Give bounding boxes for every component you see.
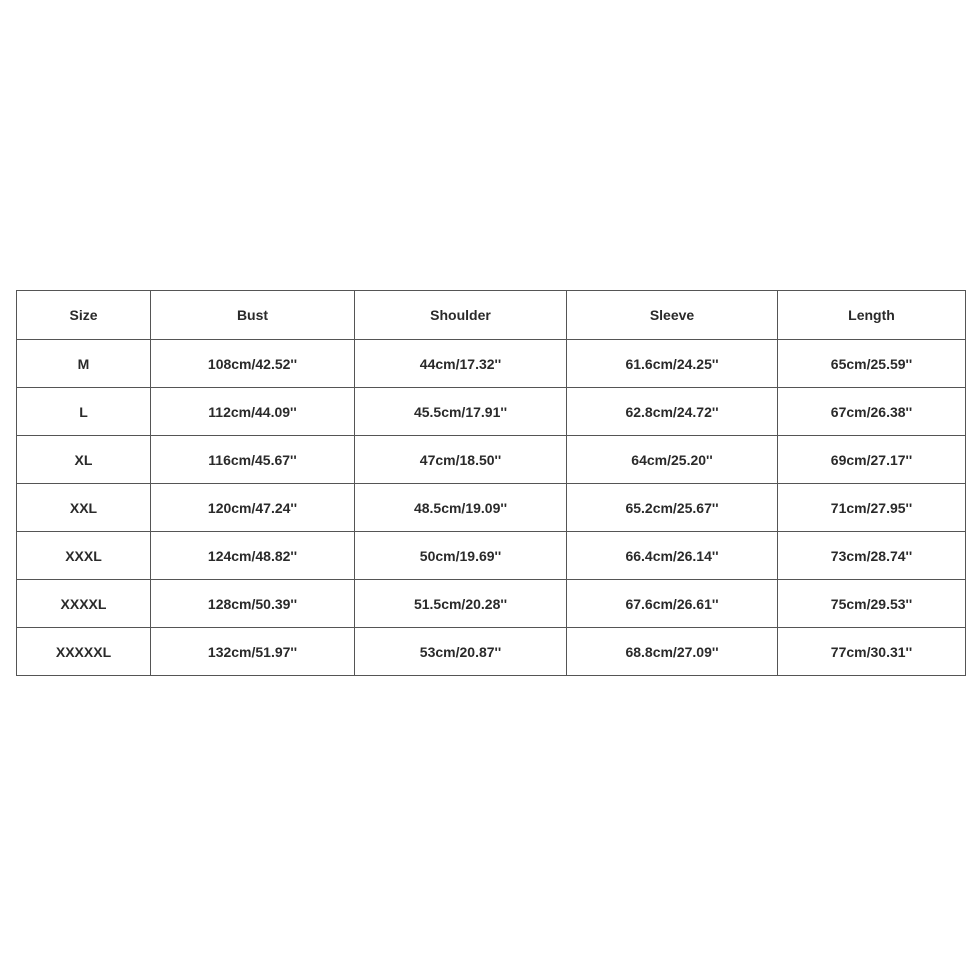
- cell-bust: 108cm/42.52'': [151, 340, 355, 388]
- cell-length: 73cm/28.74'': [778, 532, 966, 580]
- table-row: [17, 388, 966, 436]
- cell-length: 65cm/25.59'': [778, 340, 966, 388]
- cell-shoulder: 45.5cm/17.91'': [355, 388, 567, 436]
- cell-size: M: [17, 340, 151, 388]
- header-sleeve: Sleeve: [567, 291, 778, 340]
- cell-size: XXXXXL: [17, 628, 151, 676]
- cell-shoulder: 48.5cm/19.09'': [355, 484, 567, 532]
- header-bust: Bust: [151, 291, 355, 340]
- cell-size: L: [17, 388, 151, 436]
- table-header-row: [17, 291, 966, 340]
- cell-bust: 120cm/47.24'': [151, 484, 355, 532]
- cell-bust: 116cm/45.67'': [151, 436, 355, 484]
- table-row: [17, 580, 966, 628]
- cell-bust: 128cm/50.39'': [151, 580, 355, 628]
- cell-bust: 112cm/44.09'': [151, 388, 355, 436]
- cell-length: 67cm/26.38'': [778, 388, 966, 436]
- table-row: [17, 340, 966, 388]
- cell-sleeve: 66.4cm/26.14'': [567, 532, 778, 580]
- cell-sleeve: 62.8cm/24.72'': [567, 388, 778, 436]
- cell-shoulder: 53cm/20.87'': [355, 628, 567, 676]
- cell-sleeve: 64cm/25.20'': [567, 436, 778, 484]
- cell-shoulder: 44cm/17.32'': [355, 340, 567, 388]
- cell-bust: 132cm/51.97'': [151, 628, 355, 676]
- cell-size: XXXXL: [17, 580, 151, 628]
- header-length: Length: [778, 291, 966, 340]
- cell-size: XL: [17, 436, 151, 484]
- cell-length: 77cm/30.31'': [778, 628, 966, 676]
- cell-length: 75cm/29.53'': [778, 580, 966, 628]
- table-row: [17, 436, 966, 484]
- cell-size: XXL: [17, 484, 151, 532]
- table-row: [17, 484, 966, 532]
- cell-length: 69cm/27.17'': [778, 436, 966, 484]
- cell-size: XXXL: [17, 532, 151, 580]
- table-row: [17, 628, 966, 676]
- cell-shoulder: 47cm/18.50'': [355, 436, 567, 484]
- table-row: [17, 532, 966, 580]
- header-shoulder: Shoulder: [355, 291, 567, 340]
- header-size: Size: [17, 291, 151, 340]
- cell-length: 71cm/27.95'': [778, 484, 966, 532]
- cell-sleeve: 67.6cm/26.61'': [567, 580, 778, 628]
- cell-shoulder: 50cm/19.69'': [355, 532, 567, 580]
- cell-sleeve: 68.8cm/27.09'': [567, 628, 778, 676]
- cell-sleeve: 65.2cm/25.67'': [567, 484, 778, 532]
- cell-shoulder: 51.5cm/20.28'': [355, 580, 567, 628]
- size-chart-table: [16, 290, 966, 676]
- cell-bust: 124cm/48.82'': [151, 532, 355, 580]
- cell-sleeve: 61.6cm/24.25'': [567, 340, 778, 388]
